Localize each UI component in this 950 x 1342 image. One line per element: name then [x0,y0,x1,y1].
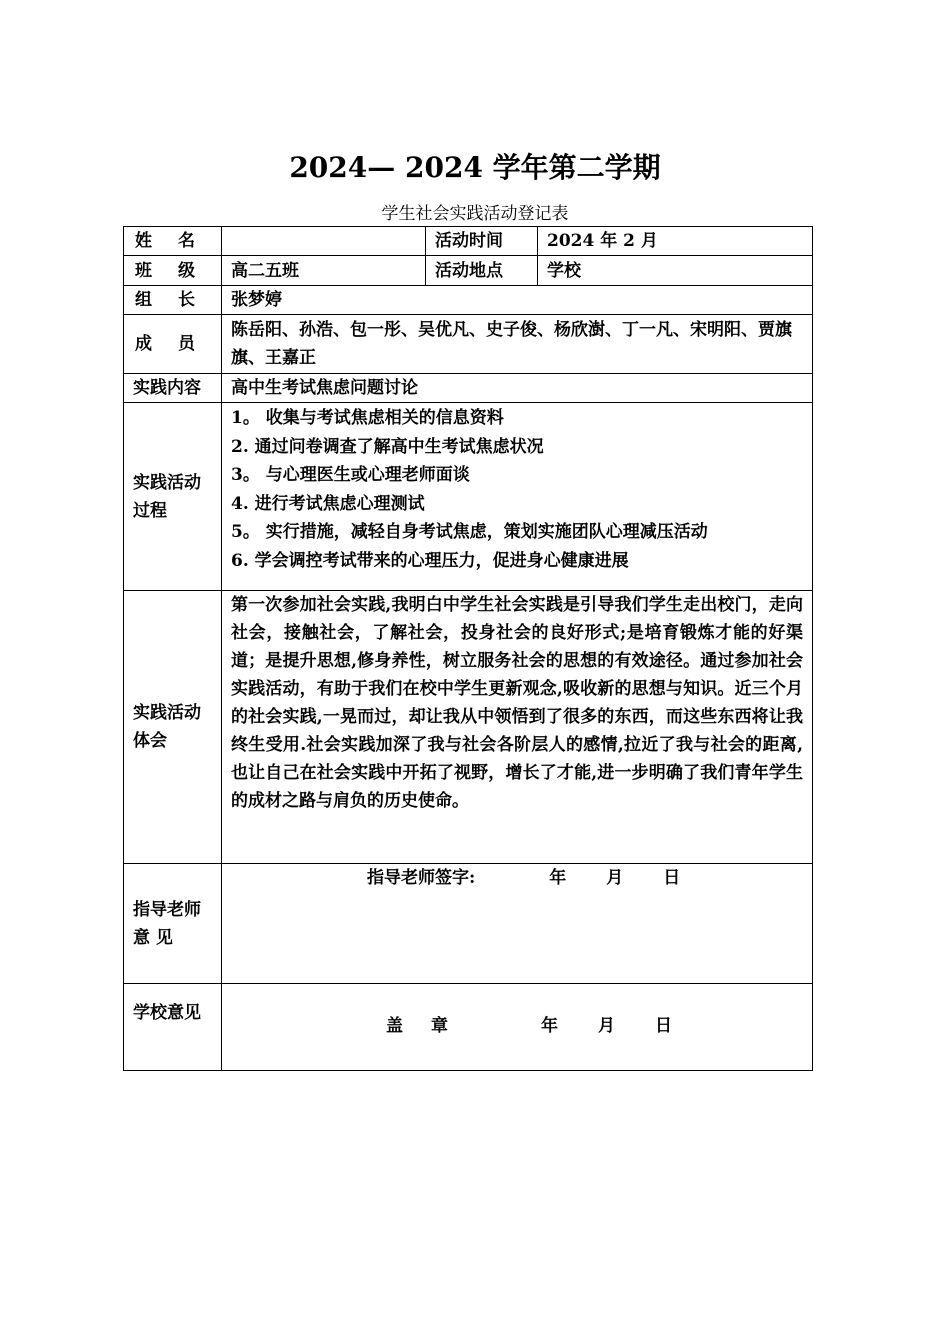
process-label: 实践活动过程 [124,403,222,591]
list-item: 4. 进行考试焦虑心理测试 [231,493,425,514]
seal-date-day: 日 [655,1016,672,1036]
date-month: 月 [606,868,624,888]
leader-label: 组 长 [124,286,222,315]
members-value[interactable]: 陈岳阳、孙浩、包一彤、吴优凡、史子俊、杨欣澍、丁一凡、宋明阳、贾旗旗、王嘉正 [222,315,813,374]
content-value[interactable]: 高中生考试焦虑问题讨论 [222,374,813,403]
date-year: 年 [549,868,567,888]
form-subtitle: 学生社会实践活动登记表 [381,204,569,224]
reflection-text[interactable]: 第一次参加社会实践,我明白中学生社会实践是引导我们学生走出校门，走向社会，接触社会，了解社会，投身社会的良好形式;是培育锻炼才能的好渠道；是提升思想,修身养性，树立服务社会的思想的有效途径。通过参加社会实践活动，有助于我们在校中学生更新观念,吸收新的思想与知识。近三个月的社会实践,一晃而过，却让我从中领悟到了很多的东西，而这些东西将让我终生受用.社会实践加深了我与社会各阶层人的感情,拉近了我与社会的距离,也让自己在社会实践中开拓了视野，增长了才能,进一步明确了我们青年学生的成材之路与肩负的历史使命。 [222,591,813,864]
row-reflection [124,591,813,864]
time-label: 活动时间 [426,227,538,256]
content-label: 实践内容 [124,374,222,403]
teacher-sign-line [231,864,803,892]
class-value[interactable]: 高二五班 [222,256,426,286]
reflection-label: 实践活动体会 [124,591,222,864]
place-value[interactable]: 学校 [538,256,813,286]
time-value[interactable]: 2024 年 2 月 [538,227,813,256]
school-opinion-area[interactable] [222,984,813,1071]
list-item: 1。 收集与考试焦虑相关的信息资料 [231,408,504,428]
row-content [124,374,813,403]
members-label: 成 员 [124,315,222,374]
seal-label: 盖 章 [386,1016,448,1036]
date-day: 日 [663,868,681,888]
list-item: 2. 通过问卷调查了解高中生考试焦虑状况 [231,436,544,457]
seal-line [231,1002,803,1040]
row-school-opinion [124,984,813,1071]
row-process [124,403,813,591]
row-members [124,315,813,374]
row-class-place [124,256,813,286]
teacher-sign-label: 指导老师签字: [367,868,476,888]
teacher-opinion-label: 指导老师意 见 [124,864,222,984]
list-item: 6. 学会调控考试带来的心理压力，促进身心健康进展 [231,550,629,571]
seal-date-month: 月 [598,1016,615,1036]
list-item: 3。 与心理医生或心理老师面谈 [231,465,470,486]
row-name-time [124,227,813,256]
row-teacher-opinion [124,864,813,984]
teacher-opinion-area[interactable] [222,864,813,984]
page-title: 2024— 2024 学年第二学期 [289,151,661,184]
registration-form-table [123,226,813,1071]
leader-value[interactable]: 张梦婷 [222,286,813,315]
school-opinion-label: 学校意见 [124,984,222,1071]
seal-date-year: 年 [541,1016,558,1036]
name-label: 姓 名 [124,227,222,256]
list-item: 5。 实行措施，减轻自身考试焦虑，策划实施团队心理减压活动 [231,522,708,543]
place-label: 活动地点 [426,256,538,286]
process-list[interactable] [222,403,813,591]
name-value[interactable] [222,227,426,256]
class-label: 班 级 [124,256,222,286]
row-leader [124,286,813,315]
